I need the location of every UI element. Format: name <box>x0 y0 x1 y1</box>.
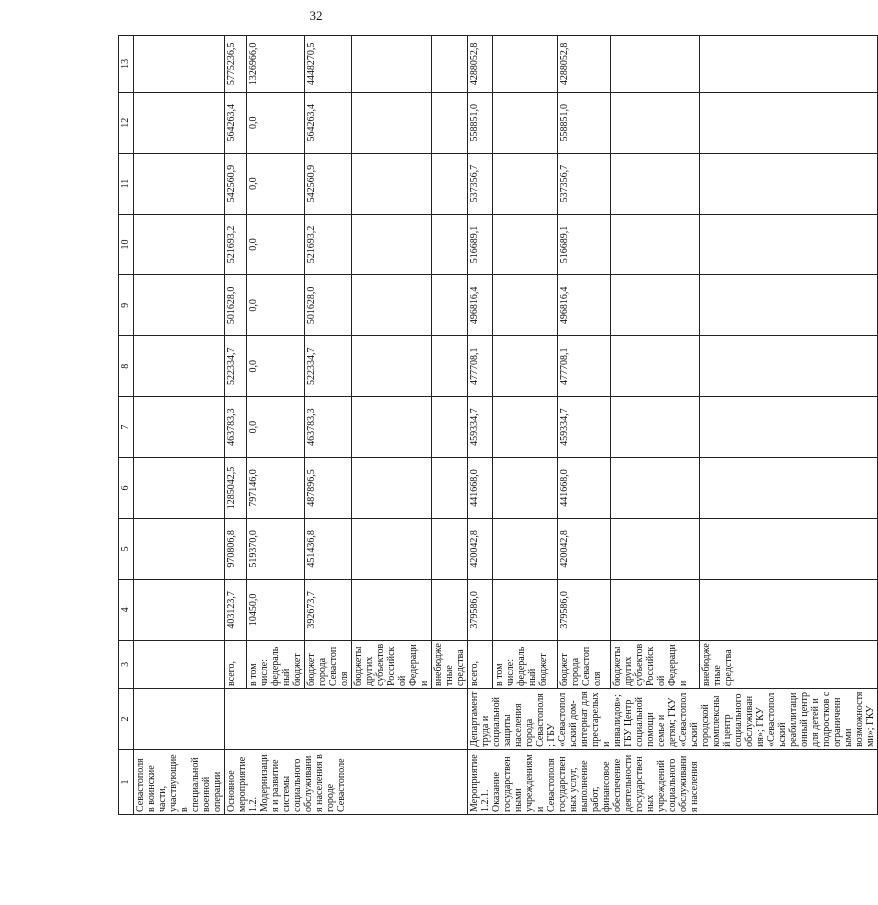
cell-value-col-9 <box>700 275 878 336</box>
cell-value-col-5 <box>492 518 557 579</box>
cell-value-col-13 <box>352 36 432 93</box>
cell-value-col-8: 477708,1 <box>557 336 610 397</box>
cell-funding-source <box>134 640 225 688</box>
cell-value-col-6: 441668,0 <box>557 458 610 519</box>
cell-value-col-4: 10450,0 <box>247 579 305 640</box>
table-row <box>225 36 247 815</box>
column-header-7: 7 <box>119 397 134 458</box>
cell-value-col-7: 459334,7 <box>557 397 610 458</box>
cell-value-col-4 <box>610 579 700 640</box>
cell-funding-source: бюджет города Севастополя <box>305 640 352 688</box>
cell-value-col-10 <box>134 214 225 275</box>
cell-funding-source: внебюджетные средства <box>700 640 878 688</box>
cell-value-col-10: 521693,2 <box>225 214 247 275</box>
cell-value-col-7 <box>610 397 700 458</box>
column-header-12: 12 <box>119 92 134 153</box>
cell-value-col-10: 516689,1 <box>468 214 493 275</box>
cell-value-col-5: 970806,8 <box>225 518 247 579</box>
cell-value-col-8: 522334,7 <box>305 336 352 397</box>
cell-value-col-5 <box>352 518 432 579</box>
cell-value-col-4 <box>492 579 557 640</box>
cell-funding-source: в том числе: федеральный бюджет <box>492 640 557 688</box>
cell-value-col-11 <box>492 153 557 214</box>
column-header-4: 4 <box>119 579 134 640</box>
cell-value-col-4 <box>432 579 468 640</box>
cell-value-col-13 <box>432 36 468 93</box>
cell-value-col-5 <box>700 518 878 579</box>
cell-value-col-8: 0,0 <box>247 336 305 397</box>
column-header-1: 1 <box>119 749 134 814</box>
cell-responsible <box>134 689 225 750</box>
cell-value-col-11: 0,0 <box>247 153 305 214</box>
cell-value-col-8 <box>432 336 468 397</box>
cell-value-col-7 <box>700 397 878 458</box>
cell-funding-source: в том числе: федеральный бюджет <box>247 640 305 688</box>
cell-value-col-6: 1285042,5 <box>225 458 247 519</box>
cell-value-col-9 <box>492 275 557 336</box>
cell-value-col-10 <box>432 214 468 275</box>
cell-value-col-12 <box>610 92 700 153</box>
cell-value-col-4 <box>700 579 878 640</box>
cell-value-col-7 <box>352 397 432 458</box>
cell-value-col-12: 558851,0 <box>557 92 610 153</box>
cell-value-col-6 <box>432 458 468 519</box>
cell-funding-source: всего, <box>225 640 247 688</box>
cell-value-col-5 <box>134 518 225 579</box>
cell-value-col-13 <box>134 36 225 93</box>
cell-value-col-4: 379586,0 <box>468 579 493 640</box>
cell-value-col-7 <box>492 397 557 458</box>
cell-value-col-4 <box>352 579 432 640</box>
cell-value-col-9 <box>610 275 700 336</box>
column-header-2: 2 <box>119 689 134 750</box>
cell-value-col-8 <box>352 336 432 397</box>
cell-responsible: Департамент труда и социальной защиты населения города Севастополя; ГБУ «Севастопольский дом-интернат для престарелых и инвалидов»; ГБУ Центр социальной помощи семье и детям; ГКУ «Севастопольский городской комплексный центр социального обслуживания»; ГКУ «Севастопольский реабилитационный центр для детей и подростков с ограниченными возможностями»; ГКУ <box>468 689 878 750</box>
cell-measure-name: Основное мероприятие 1.2. Модернизация и развитие системы социального обслуживания населения в городе Севастополе <box>225 749 468 814</box>
cell-value-col-13: 4288052,8 <box>468 36 493 93</box>
cell-value-col-7: 463783,3 <box>225 397 247 458</box>
cell-funding-source: всего, <box>468 640 493 688</box>
column-header-13: 13 <box>119 36 134 93</box>
cell-measure-name: Севастополя в воинские части, участвующие в специальной военной операции <box>134 749 225 814</box>
cell-value-col-12: 558851,0 <box>468 92 493 153</box>
rotated-table-container <box>118 35 876 815</box>
cell-funding-source: бюджеты других субъектов Российской Федерации <box>610 640 700 688</box>
cell-value-col-11 <box>352 153 432 214</box>
cell-value-col-8: 522334,7 <box>225 336 247 397</box>
cell-value-col-11: 542560,9 <box>305 153 352 214</box>
cell-value-col-4 <box>134 579 225 640</box>
cell-value-col-5 <box>432 518 468 579</box>
header-row <box>119 36 134 815</box>
cell-value-col-12: 564263,4 <box>225 92 247 153</box>
cell-value-col-12 <box>700 92 878 153</box>
cell-value-col-8: 477708,1 <box>468 336 493 397</box>
cell-value-col-4: 403123,7 <box>225 579 247 640</box>
cell-funding-source: бюджеты других субъектов Российской Федерации <box>352 640 432 688</box>
cell-value-col-7 <box>432 397 468 458</box>
cell-value-col-9: 501628,0 <box>305 275 352 336</box>
cell-value-col-10 <box>610 214 700 275</box>
cell-value-col-8 <box>492 336 557 397</box>
column-header-6: 6 <box>119 458 134 519</box>
cell-value-col-4: 379586,0 <box>557 579 610 640</box>
cell-value-col-7: 463783,3 <box>305 397 352 458</box>
cell-value-col-13 <box>610 36 700 93</box>
cell-value-col-9: 496816,4 <box>468 275 493 336</box>
cell-value-col-5 <box>610 518 700 579</box>
cell-value-col-13: 5775236,5 <box>225 36 247 93</box>
cell-funding-source: бюджет города Севастополя <box>557 640 610 688</box>
cell-value-col-5: 420042,8 <box>557 518 610 579</box>
cell-value-col-13 <box>700 36 878 93</box>
cell-value-col-11: 542560,9 <box>225 153 247 214</box>
cell-value-col-9 <box>352 275 432 336</box>
cell-value-col-9 <box>432 275 468 336</box>
cell-measure-name: Мероприятие 1.2.1. Оказание государственными учреждениями Севастополя государственных услуг, выполнение работ, финансовое обеспечение деятельности государственных учреждений социального обслуживания населения <box>468 749 878 814</box>
table-row <box>134 36 225 815</box>
cell-value-col-5: 420042,8 <box>468 518 493 579</box>
cell-value-col-7: 459334,7 <box>468 397 493 458</box>
cell-value-col-7 <box>134 397 225 458</box>
cell-value-col-12: 0,0 <box>247 92 305 153</box>
cell-value-col-8 <box>610 336 700 397</box>
cell-value-col-10 <box>352 214 432 275</box>
cell-value-col-11: 537356,7 <box>557 153 610 214</box>
cell-value-col-12 <box>352 92 432 153</box>
cell-value-col-11 <box>700 153 878 214</box>
cell-value-col-12 <box>492 92 557 153</box>
column-header-9: 9 <box>119 275 134 336</box>
table-row <box>468 36 493 815</box>
cell-value-col-11 <box>610 153 700 214</box>
cell-value-col-6: 797146,0 <box>247 458 305 519</box>
cell-funding-source: внебюджетные средства <box>432 640 468 688</box>
column-header-3: 3 <box>119 640 134 688</box>
cell-value-col-10 <box>700 214 878 275</box>
cell-value-col-6: 441668,0 <box>468 458 493 519</box>
cell-value-col-11 <box>134 153 225 214</box>
column-header-5: 5 <box>119 518 134 579</box>
cell-value-col-12 <box>134 92 225 153</box>
cell-value-col-4: 392673,7 <box>305 579 352 640</box>
cell-value-col-6: 487896,5 <box>305 458 352 519</box>
cell-value-col-10 <box>492 214 557 275</box>
cell-value-col-9: 501628,0 <box>225 275 247 336</box>
cell-value-col-6 <box>700 458 878 519</box>
cell-value-col-8 <box>700 336 878 397</box>
cell-value-col-10: 516689,1 <box>557 214 610 275</box>
cell-responsible <box>225 689 468 750</box>
cell-value-col-6 <box>134 458 225 519</box>
cell-value-col-13 <box>492 36 557 93</box>
cell-value-col-11 <box>432 153 468 214</box>
cell-value-col-13: 4448270,5 <box>305 36 352 93</box>
cell-value-col-6 <box>352 458 432 519</box>
column-header-10: 10 <box>119 214 134 275</box>
cell-value-col-13: 1326966,0 <box>247 36 305 93</box>
column-header-11: 11 <box>119 153 134 214</box>
cell-value-col-10: 0,0 <box>247 214 305 275</box>
cell-value-col-7: 0,0 <box>247 397 305 458</box>
cell-value-col-6 <box>492 458 557 519</box>
column-header-8: 8 <box>119 336 134 397</box>
cell-value-col-9: 0,0 <box>247 275 305 336</box>
cell-value-col-11: 537356,7 <box>468 153 493 214</box>
cell-value-col-5: 519370,0 <box>247 518 305 579</box>
cell-value-col-5: 451436,8 <box>305 518 352 579</box>
cell-value-col-10: 521693,2 <box>305 214 352 275</box>
cell-value-col-8 <box>134 336 225 397</box>
cell-value-col-13: 4288052,8 <box>557 36 610 93</box>
cell-value-col-9: 496816,4 <box>557 275 610 336</box>
cell-value-col-9 <box>134 275 225 336</box>
cell-value-col-6 <box>610 458 700 519</box>
cell-value-col-12 <box>432 92 468 153</box>
page-number: 32 <box>309 8 323 23</box>
cell-value-col-12: 564263,4 <box>305 92 352 153</box>
program-funding-table <box>118 35 878 815</box>
